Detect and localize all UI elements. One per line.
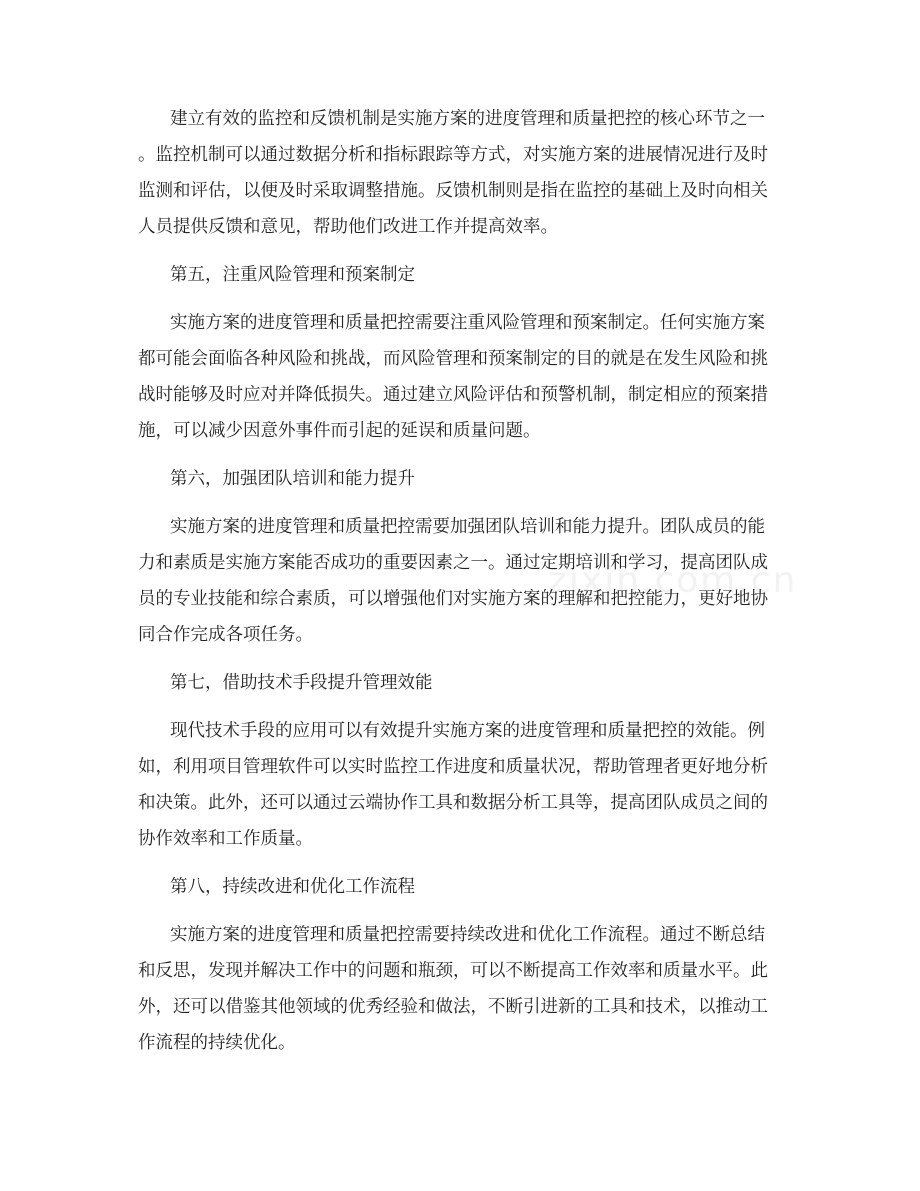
- paragraph-1-line-4: 人员提供反馈和意见，帮助他们改进工作并提高效率。: [138, 217, 558, 237]
- paragraph-5-line-2: 和反思，发现并解决工作中的问题和瓶颈，可以不断提高工作效率和质量水平。此: [138, 961, 768, 981]
- paragraph-4-line-2: 如，利用项目管理软件可以实时监控工作进度和质量状况，帮助管理者更好地分析: [138, 757, 768, 777]
- paragraph-1-line-2: 。监控机制可以通过数据分析和指标跟踪等方式，对实施方案的进展情况进行及时: [138, 145, 768, 165]
- paragraph-1-line-3: 监测和评估，以便及时采取调整措施。反馈机制则是指在监控的基础上及时向相关: [138, 181, 768, 201]
- paragraph-3-line-4: 同合作完成各项任务。: [138, 625, 313, 645]
- paragraph-4-line-1: 现代技术手段的应用可以有效提升实施方案的进度管理和质量把控的效能。例: [170, 721, 765, 741]
- paragraph-2-line-2: 都可能会面临各种风险和挑战，而风险管理和预案制定的目的就是在发生风险和挑: [138, 349, 768, 369]
- paragraph-3-line-1: 实施方案的进度管理和质量把控需要加强团队培训和能力提升。团队成员的能: [170, 517, 765, 537]
- paragraph-5-line-3: 外，还可以借鉴其他领域的优秀经验和做法，不断引进新的工具和技术，以推动工: [138, 997, 768, 1017]
- section-heading-7: 第七，借助技术手段提升管理效能: [170, 673, 433, 693]
- paragraph-5-line-4: 作流程的持续优化。: [138, 1033, 296, 1053]
- paragraph-4-line-4: 协作效率和工作质量。: [138, 829, 313, 849]
- paragraph-2-line-4: 施，可以减少因意外事件而引起的延误和质量问题。: [138, 421, 541, 441]
- section-heading-8: 第八，持续改进和优化工作流程: [170, 877, 415, 897]
- watermark: zixin.com.cn: [548, 560, 798, 601]
- section-heading-6: 第六，加强团队培训和能力提升: [170, 469, 415, 489]
- section-heading-5: 第五，注重风险管理和预案制定: [170, 265, 415, 285]
- paragraph-4-line-3: 和决策。此外，还可以通过云端协作工具和数据分析工具等，提高团队成员之间的: [138, 793, 768, 813]
- paragraph-2-line-3: 战时能够及时应对并降低损失。通过建立风险评估和预警机制，制定相应的预案措: [138, 385, 768, 405]
- paragraph-5-line-1: 实施方案的进度管理和质量把控需要持续改进和优化工作流程。通过不断总结: [170, 925, 765, 945]
- paragraph-3-line-2: 力和素质是实施方案能否成功的重要因素之一。通过定期培训和学习，提高团队成: [138, 553, 768, 573]
- paragraph-2-line-1: 实施方案的进度管理和质量把控需要注重风险管理和预案制定。任何实施方案: [170, 313, 765, 333]
- paragraph-1-line-1: 建立有效的监控和反馈机制是实施方案的进度管理和质量把控的核心环节之一: [170, 109, 765, 129]
- paragraph-3-line-3: 员的专业技能和综合素质，可以增强他们对实施方案的理解和把控能力，更好地协: [138, 589, 768, 609]
